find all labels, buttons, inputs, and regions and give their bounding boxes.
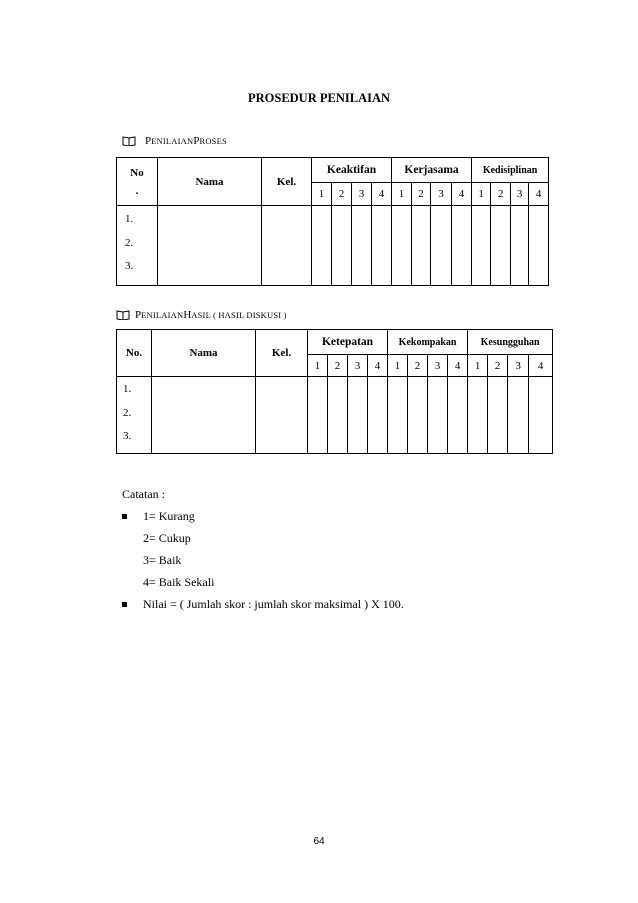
list-item: 4= Baik Sekali — [143, 575, 215, 589]
score-4: 4 — [529, 355, 553, 377]
score-1: 1 — [312, 183, 332, 206]
row-numbers — [117, 377, 152, 454]
row-number: 3. — [125, 260, 134, 272]
score-4: 4 — [452, 183, 472, 206]
section-heading-hasil — [116, 309, 287, 321]
score-3: 3 — [508, 355, 529, 377]
row-number: 1. — [123, 383, 132, 395]
cell-nama — [158, 206, 262, 286]
book-icon — [116, 310, 130, 320]
section-heading-proses — [122, 135, 227, 147]
heading-text: P — [135, 309, 142, 321]
score-3: 3 — [431, 183, 452, 206]
score-1: 1 — [392, 183, 412, 206]
score-1: 1 — [308, 355, 328, 377]
heading-text: ROSES — [199, 136, 227, 146]
square-bullet-icon — [122, 514, 127, 519]
page-number: 64 — [313, 836, 325, 847]
header-nama: Nama — [158, 158, 262, 206]
header-kel: Kel. — [256, 330, 308, 377]
square-bullet-icon — [122, 602, 127, 607]
header-kel: Kel. — [262, 158, 312, 206]
cell-kel — [256, 377, 308, 454]
heading-text: P — [145, 135, 152, 147]
list-item: 1= Kurang — [122, 505, 404, 527]
heading-text: ASIL ( HASIL DISKUSI ) — [191, 310, 287, 320]
header-kesungguhan: Kesungguhan — [468, 330, 553, 355]
row-numbers — [117, 206, 158, 286]
score-2: 2 — [412, 183, 431, 206]
score-4: 4 — [529, 183, 549, 206]
cell-kel — [262, 206, 312, 286]
score-3: 3 — [428, 355, 448, 377]
header-no: No. — [117, 330, 152, 377]
score-3: 3 — [352, 183, 372, 206]
book-icon — [122, 136, 136, 146]
score-1: 1 — [468, 355, 488, 377]
score-1: 1 — [472, 183, 491, 206]
header-no: No . — [117, 158, 158, 206]
heading-text: H — [183, 309, 192, 321]
assessment-table-proses — [116, 157, 549, 286]
header-kekompakan: Kekompakan — [388, 330, 468, 355]
notes-section — [122, 483, 404, 615]
page-title: PROSEDUR PENILAIAN — [247, 91, 391, 105]
list-item: Nilai = ( Jumlah skor : jumlah skor maksimal ) X 100. — [122, 593, 404, 615]
header-kerjasama: Kerjasama — [392, 158, 472, 183]
row-number: 3. — [123, 430, 132, 442]
list-item: 2= Cukup — [143, 531, 191, 545]
score-1: 1 — [388, 355, 408, 377]
score-4: 4 — [368, 355, 388, 377]
cell-nama — [152, 377, 256, 454]
score-2: 2 — [408, 355, 428, 377]
score-4: 4 — [372, 183, 392, 206]
score-2: 2 — [491, 183, 511, 206]
row-number: 1. — [125, 213, 134, 225]
score-4: 4 — [448, 355, 468, 377]
heading-text: ENILAIAN — [141, 310, 184, 320]
heading-text: P — [193, 135, 200, 147]
header-kedisiplinan: Kedisiplinan — [472, 158, 549, 183]
score-2: 2 — [488, 355, 508, 377]
score-2: 2 — [328, 355, 348, 377]
heading-text: ENILAIAN — [151, 136, 194, 146]
header-keaktifan: Keaktifan — [312, 158, 392, 183]
assessment-table-hasil — [116, 329, 553, 454]
score-3: 3 — [511, 183, 529, 206]
header-ketepatan: Ketepatan — [308, 330, 388, 355]
header-nama: Nama — [152, 330, 256, 377]
row-number: 2. — [123, 406, 132, 419]
list-item: 3= Baik — [143, 553, 182, 567]
notes-label: Catatan : — [122, 487, 165, 501]
score-2: 2 — [332, 183, 352, 206]
row-number: 2. — [125, 236, 134, 249]
score-3: 3 — [348, 355, 368, 377]
